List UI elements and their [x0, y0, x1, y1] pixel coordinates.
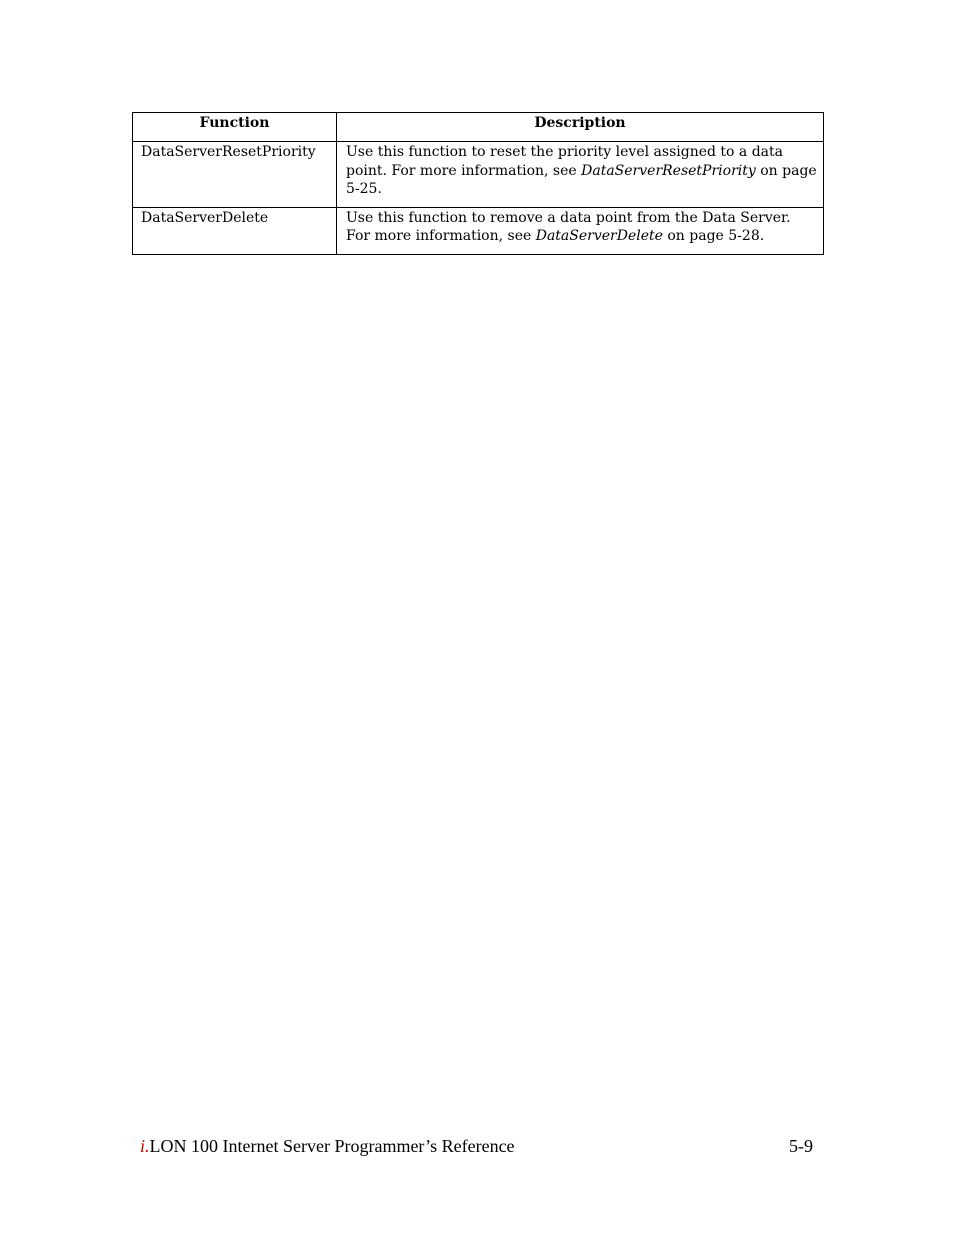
- function-name-cell: DataServerDelete: [133, 207, 337, 254]
- description-cell: [337, 142, 824, 208]
- description-cell: [337, 207, 824, 254]
- description-text: Use this function to reset the priority level assigned to a data point. For more information, see: [346, 144, 783, 179]
- function-table: [132, 112, 824, 255]
- column-header-function: Function: [133, 113, 337, 142]
- table-row: [133, 207, 824, 254]
- brand-prefix: i.: [140, 1136, 150, 1156]
- cross-reference-link[interactable]: DataServerDelete: [535, 228, 663, 244]
- column-header-description: Description: [337, 113, 824, 142]
- table-row: [133, 142, 824, 208]
- page-number: 5-9: [789, 1136, 813, 1156]
- page-footer: [140, 1134, 813, 1158]
- footer-title: [140, 1134, 515, 1158]
- description-text-end: on page 5-28.: [662, 228, 765, 244]
- table-header-row: [133, 113, 824, 142]
- function-name-cell: DataServerResetPriority: [133, 142, 337, 208]
- footer-title-text: LON 100 Internet Server Programmer’s Reference: [149, 1136, 515, 1156]
- description-text: Use this function to remove a data point from the Data Server. For more information, see: [346, 209, 791, 244]
- description-text-end: on page 5-25.: [346, 162, 817, 197]
- cross-reference-link[interactable]: DataServerResetPriority: [581, 162, 756, 179]
